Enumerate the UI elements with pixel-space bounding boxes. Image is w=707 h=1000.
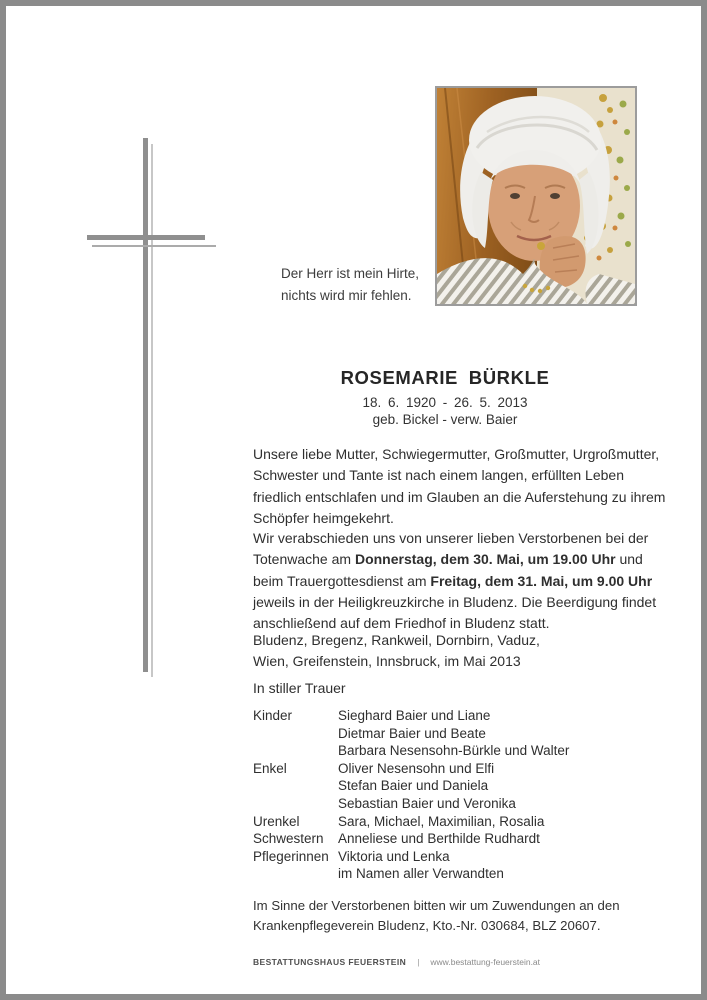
footer-website: www.bestattung-feuerstein.at bbox=[430, 957, 541, 967]
family-relation-label: Pflegerinnen bbox=[253, 848, 329, 864]
mourning-line: In stiller Trauer bbox=[253, 680, 346, 696]
deceased-header bbox=[253, 367, 637, 427]
family-relation-label bbox=[253, 865, 338, 883]
family-relation-label bbox=[253, 725, 338, 743]
family-list bbox=[253, 707, 667, 883]
family-member-names: Sara, Michael, Maximilian, Rosalia bbox=[338, 813, 545, 829]
family-relation-label bbox=[253, 777, 338, 795]
family-row bbox=[253, 707, 667, 725]
family-relation-label: Schwestern bbox=[253, 831, 324, 847]
family-relation-label: Enkel bbox=[253, 760, 287, 776]
footer bbox=[253, 957, 540, 967]
cross-vertical-line bbox=[151, 144, 153, 677]
cross-vertical-bar bbox=[143, 138, 148, 672]
family-row bbox=[253, 725, 667, 743]
family-member-names: Stefan Baier und Daniela bbox=[338, 778, 489, 794]
bible-verse bbox=[281, 263, 419, 306]
family-member-names: im Namen aller Verwandten bbox=[338, 866, 504, 882]
deceased-name: ROSEMARIE BÜRKLE bbox=[340, 367, 550, 388]
family-row bbox=[253, 777, 667, 795]
announcement-paragraph: Unsere liebe Mutter, Schwiegermutter, Großmutter, Urgroßmutter, Schwester und Tante ist nach einem langen, erfüllten Leben friedlich entschlafen und im Glauben an die Auferstehung zu ihrem Schöpfer heimgekehrt. bbox=[253, 446, 666, 526]
family-member-names: Anneliese und Berthilde Rudhardt bbox=[338, 831, 540, 847]
family-relation-label bbox=[253, 742, 338, 760]
family-row bbox=[253, 742, 667, 760]
family-member-names: Barbara Nesensohn-Bürkle und Walter bbox=[338, 743, 570, 759]
family-member-names: Dietmar Baier und Beate bbox=[338, 725, 486, 741]
family-member-names: Sebastian Baier und Veronika bbox=[338, 795, 516, 811]
funeral-home-name: BESTATTUNGSHAUS FEUERSTEIN bbox=[253, 957, 407, 967]
family-row bbox=[253, 760, 667, 778]
birth-info: geb. Bickel - verw. Baier bbox=[372, 412, 518, 427]
cities-line-1: Bludenz, Bregenz, Rankweil, Dornbirn, Vaduz, bbox=[253, 632, 540, 648]
verse-line-2: nichts wird mir fehlen. bbox=[281, 287, 412, 303]
family-row bbox=[253, 830, 667, 848]
family-relation-label bbox=[253, 795, 338, 813]
family-row bbox=[253, 848, 667, 866]
family-row bbox=[253, 813, 667, 831]
cross-horizontal-line bbox=[92, 245, 216, 247]
life-dates: 18. 6. 1920 - 26. 5. 2013 bbox=[362, 395, 528, 410]
family-relation-label: Kinder bbox=[253, 708, 293, 723]
cross-horizontal-bar bbox=[87, 235, 205, 240]
family-row bbox=[253, 795, 667, 813]
verse-line-1: Der Herr ist mein Hirte, bbox=[281, 266, 420, 281]
family-row bbox=[253, 865, 667, 883]
cities-date-block bbox=[253, 630, 667, 673]
family-relation-label: Urenkel bbox=[253, 813, 300, 829]
donation-paragraph: Im Sinne der Verstorbenen bitten wir um Zuwendungen an den Krankenpflegeverein Bludenz, Kto.-Nr. 030684, BLZ 20607. bbox=[253, 898, 620, 933]
cities-line-2: Wien, Greifenstein, Innsbruck, im Mai 2013 bbox=[253, 653, 521, 670]
family-member-names: Viktoria und Lenka bbox=[338, 848, 450, 864]
family-member-names: Oliver Nesensohn und Elfi bbox=[338, 760, 495, 776]
footer-separator: | bbox=[417, 957, 420, 967]
portrait-photo bbox=[435, 86, 637, 306]
family-member-names: Sieghard Baier und Liane bbox=[338, 708, 491, 723]
service-details-paragraph: Wir verabschieden uns von unserer lieben Verstorbenen bei der Totenwache am Donnerstag, dem 30. Mai, um 19.00 Uhr und beim Trauergottesdienst am Freitag, dem 31. Mai, um 9.00 Uhr jeweils in der Heiligkreuzkirche in Bludenz. Die Beerdigung findet anschließend auf dem Friedhof in Bludenz statt. bbox=[253, 530, 657, 632]
